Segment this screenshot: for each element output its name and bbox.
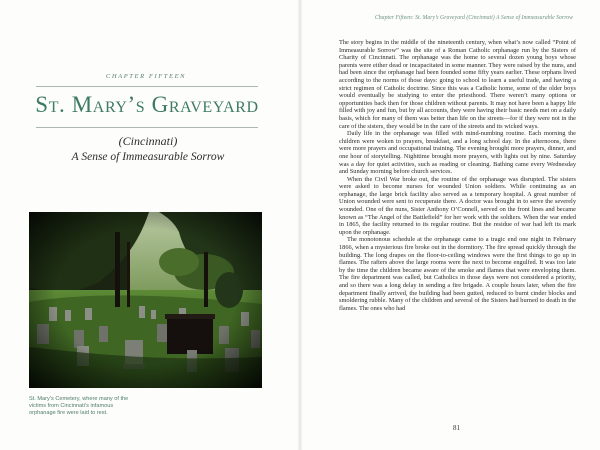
paragraph: The story begins in the middle of the nineteenth century, when what’s now called “Point of Immeasurable Sorrow” was the site of a Roman Catholic orphanage run by the Sisters of Charity of Cincinnati. The orphanage was the home to several dozen young boys whose parents were either dead or incapacitated in some manner. They were raised by the nuns, and had been since the orphanage had been founded some fifty years earlier. These orphans lived according to the norms of those days: going to school to learn a useful trade, and having a strict regimen of Catholic doctrine. Since this was a Catholic home, some of the older boys would eventually be studying to enter the priesthood. There weren’t many options or opportunities back then for those children without parents. It may not have been a happy life filled with joy and fun, but by all accounts, they were having their basic needs met on a daily basis, which for many of them was better than life on the streets—for if they were not in the care of the sisters, they would be in the care of the streets and its wicked ways. bbox=[339, 39, 576, 130]
body-text bbox=[339, 39, 576, 312]
photo-caption: St. Mary’s Cemetery, where many of the victims from Cincinnati’s infamous orphanage fire were laid to rest. bbox=[29, 396, 129, 417]
paragraph: When the Civil War broke out, the routine of the orphanage was disrupted. The sisters were asked to become nurses for wounded Union soldiers. While continuing as an orphanage, the large brick facility also served as a temporary hospital. A great number of Union wounded were sent to recuperate there. A doctor was brought in to serve the severely wounded. One of the nuns, Sister Anthony O’Connell, served on the front lines and became known as “The Angel of the Battlefield” for her work with the soldiers. When the war ended in 1865, the facility returned to its regular routine. But the residue of war had left its mark upon the orphanage. bbox=[339, 175, 576, 236]
chapter-tagline: A Sense of Immeasurable Sorrow bbox=[71, 151, 225, 163]
left-page bbox=[0, 0, 297, 450]
chapter-title: St. Mary’s Graveyard bbox=[35, 92, 259, 117]
title-rule-top bbox=[36, 86, 258, 87]
right-page bbox=[303, 0, 600, 450]
paragraph: Daily life in the orphanage was filled with mind-numbing routine. Each morning the children were woken to prayers, breakfast, and a long school day. In the afternoons, there were more prayers and occupational training. The evening brought more prayers, dinner, and one hour of storytelling. Nighttime brought more prayers, with lights out by nine. Saturday was a day for quiet activities, such as reading or cleaning. Bathing came every Wednesday and Sunday morning before church services. bbox=[339, 130, 576, 176]
page-number: 81 bbox=[453, 424, 460, 432]
title-rule-bottom bbox=[36, 127, 258, 128]
cemetery-photo bbox=[29, 212, 262, 388]
running-head: Chapter Fifteen: St. Mary’s Graveyard (Cincinnati) A Sense of Immeasurable Sorrow bbox=[374, 15, 573, 21]
paragraph: The monotonous schedule at the orphanage came to a tragic end one night in February 1866, when a mysterious fire broke out in the dormitory. The fire spread quickly through the building. The long drapes on the floor-to-ceiling windows were the first things to go up in flames. The rafters above the large rooms were the next to become engulfed. It was too late by the time the children became aware of the smoke and flames that were enveloping them. The fire department was called, but Catholics in those days were not considered a priority, and so there was a long delay in sending a fire brigade. A couple hours later, when the fire department finally arrived, the building had been gutted, reduced to burnt cinder blocks and smoldering rubble. Many of the children and several of the Sisters had burned to death in the flames. The ones who had bbox=[339, 236, 576, 312]
chapter-subtitle: (Cincinnati) bbox=[118, 134, 178, 148]
chapter-label: CHAPTER FIFTEEN bbox=[105, 73, 187, 80]
